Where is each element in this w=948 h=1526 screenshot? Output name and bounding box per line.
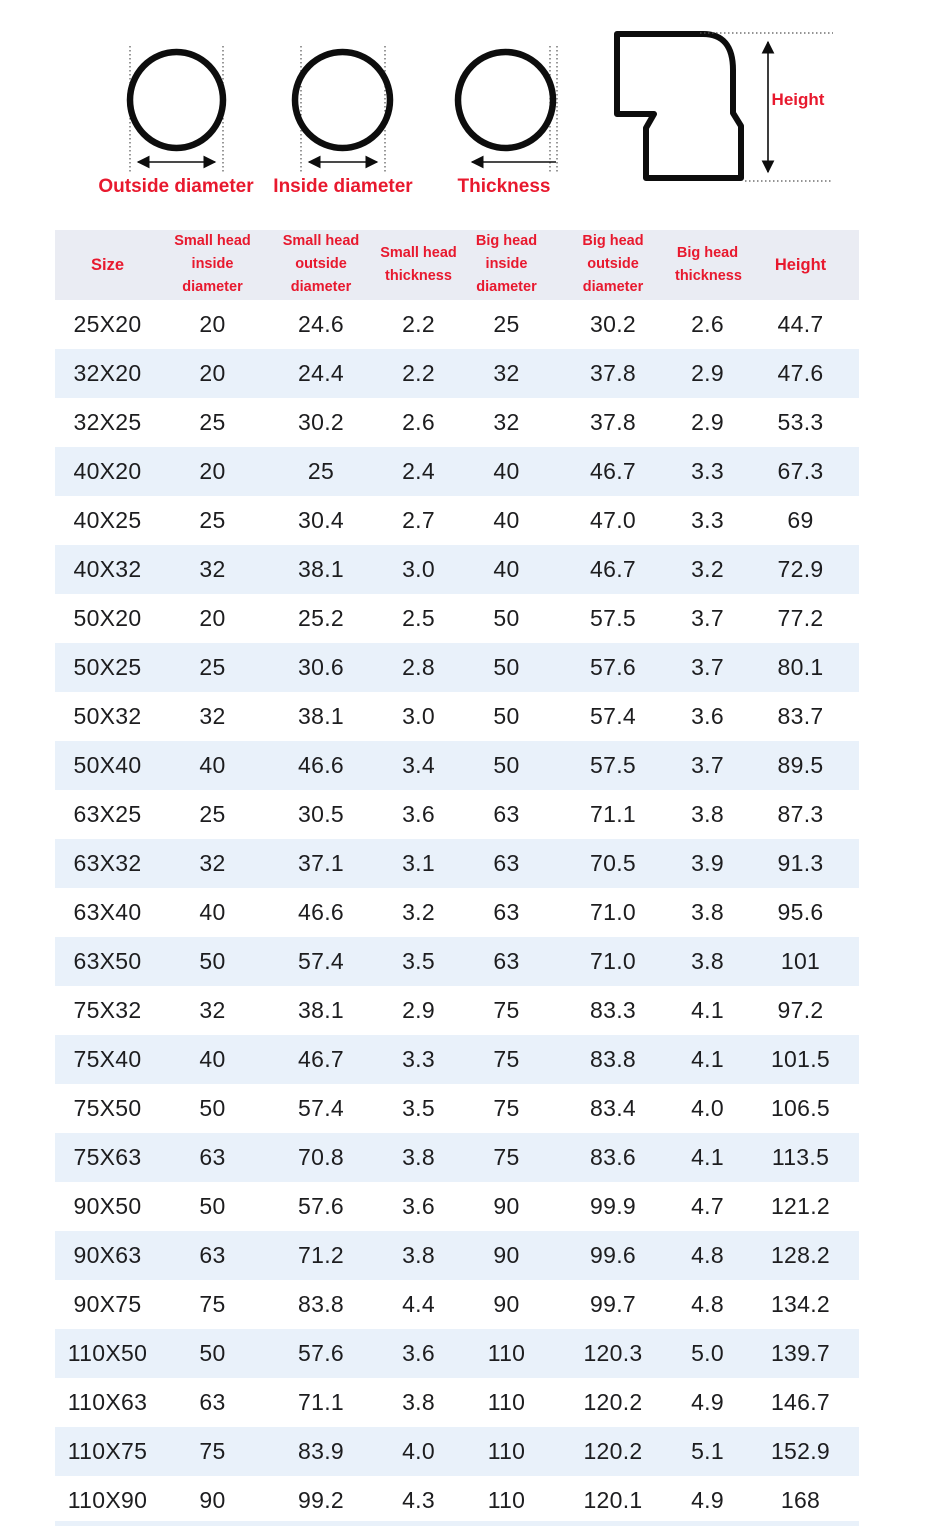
value-cell: 67.3 — [777, 457, 824, 484]
size-cell: 50X32 — [73, 702, 142, 729]
size-cell: 110X90 — [67, 1486, 148, 1513]
value-cell: 3.8 — [402, 1241, 435, 1268]
pipe-ring-icon — [458, 52, 553, 148]
size-cell: 75X63 — [73, 1143, 142, 1170]
value-cell: 110 — [487, 1339, 526, 1366]
value-cell: 57.5 — [590, 751, 636, 778]
value-cell: 83.8 — [298, 1290, 344, 1317]
value-cell: 99.9 — [590, 1192, 636, 1219]
value-cell: 50 — [199, 1339, 226, 1366]
table-row — [55, 692, 859, 741]
value-cell: 2.2 — [402, 359, 435, 386]
value-cell: 139.7 — [770, 1339, 831, 1366]
value-cell: 40 — [199, 751, 226, 778]
size-cell: 63X32 — [73, 849, 142, 876]
table-row — [55, 888, 859, 937]
value-cell: 4.9 — [691, 1486, 724, 1513]
elbow-height-figure — [617, 33, 833, 181]
table-row — [55, 937, 859, 986]
value-cell: 3.8 — [691, 800, 724, 827]
value-cell: 75 — [493, 1143, 520, 1170]
table-row — [55, 790, 859, 839]
value-cell: 3.4 — [402, 751, 435, 778]
value-cell: 57.4 — [298, 947, 344, 974]
value-cell: 47.0 — [590, 506, 636, 533]
header-row — [55, 230, 859, 300]
value-cell: 40 — [199, 1045, 226, 1072]
value-cell: 32 — [199, 555, 226, 582]
value-cell: 63 — [199, 1388, 226, 1415]
value-cell: 4.4 — [402, 1290, 435, 1317]
value-cell: 30.6 — [298, 653, 344, 680]
value-cell: 38.1 — [298, 996, 344, 1023]
table-row — [55, 496, 859, 545]
value-cell: 37.8 — [590, 408, 636, 435]
inside-diameter-figure — [273, 46, 413, 197]
value-cell: 3.0 — [402, 555, 435, 582]
value-cell: 4.3 — [402, 1486, 435, 1513]
value-cell: 57.6 — [590, 653, 636, 680]
value-cell: 25 — [199, 653, 226, 680]
value-cell: 110 — [487, 1437, 526, 1464]
value-cell: 57.4 — [590, 702, 636, 729]
value-cell: 25 — [199, 408, 226, 435]
value-cell: 101.5 — [770, 1045, 831, 1072]
outside-diameter-figure — [98, 46, 254, 197]
pipe-ring-icon — [130, 52, 223, 148]
value-cell: 20 — [199, 310, 226, 337]
value-cell: 95.6 — [777, 898, 824, 925]
value-cell: 30.2 — [590, 310, 636, 337]
table-row — [55, 1231, 859, 1280]
value-cell: 70.5 — [590, 849, 636, 876]
value-cell: 120.2 — [583, 1388, 643, 1415]
value-cell: 4.1 — [691, 1045, 724, 1072]
value-cell: 3.3 — [691, 506, 724, 533]
value-cell: 91.3 — [777, 849, 824, 876]
table-body — [55, 300, 859, 1525]
value-cell: 25 — [199, 800, 226, 827]
value-cell: 40 — [493, 506, 520, 533]
value-cell: 3.6 — [402, 1192, 435, 1219]
size-cell: 75X50 — [73, 1094, 142, 1121]
value-cell: 57.4 — [298, 1094, 344, 1121]
value-cell: 110 — [487, 1486, 526, 1513]
value-cell: 2.9 — [691, 359, 724, 386]
table-row — [55, 398, 859, 447]
table-row — [55, 643, 859, 692]
value-cell: 121.2 — [770, 1192, 831, 1219]
value-cell: 90 — [493, 1192, 520, 1219]
table-row — [55, 1378, 859, 1427]
table-row — [55, 1035, 859, 1084]
outside-diameter-label: Outside diameter — [98, 176, 254, 197]
elbow-outline-icon — [617, 34, 741, 178]
value-cell: 4.0 — [402, 1437, 435, 1464]
value-cell: 63 — [199, 1241, 226, 1268]
size-cell: 90X50 — [73, 1192, 142, 1219]
value-cell: 50 — [493, 653, 520, 680]
column-header-height: Height — [742, 230, 859, 300]
pipe-ring-icon — [295, 52, 390, 148]
value-cell: 70.8 — [298, 1143, 344, 1170]
value-cell: 63 — [493, 849, 520, 876]
size-cell: 25X20 — [73, 310, 142, 337]
value-cell: 99.6 — [590, 1241, 636, 1268]
column-header-big-head-thickness: Big head thickness — [673, 230, 742, 300]
value-cell: 2.8 — [402, 653, 435, 680]
value-cell: 4.8 — [691, 1290, 724, 1317]
value-cell: 50 — [493, 604, 520, 631]
size-cell: 50X20 — [73, 604, 142, 631]
size-cell: 50X40 — [73, 751, 142, 778]
table-row — [55, 594, 859, 643]
value-cell: 3.0 — [402, 702, 435, 729]
value-cell: 90 — [199, 1486, 226, 1513]
value-cell: 24.4 — [298, 359, 344, 386]
value-cell: 20 — [199, 457, 226, 484]
table-row — [55, 1182, 859, 1231]
value-cell: 75 — [199, 1437, 226, 1464]
table-row — [55, 447, 859, 496]
value-cell: 168 — [780, 1486, 821, 1513]
value-cell: 120.1 — [583, 1486, 643, 1513]
column-header-small-head-inside-diameter: Small head inside diameter — [160, 230, 265, 300]
size-cell: 40X32 — [73, 555, 142, 582]
value-cell: 83.8 — [590, 1045, 636, 1072]
value-cell: 69 — [787, 506, 814, 533]
value-cell: 152.9 — [770, 1437, 831, 1464]
value-cell: 57.6 — [298, 1192, 344, 1219]
value-cell: 4.7 — [691, 1192, 724, 1219]
value-cell: 120.2 — [583, 1437, 643, 1464]
value-cell: 2.6 — [691, 310, 724, 337]
value-cell: 63 — [493, 898, 520, 925]
value-cell: 3.7 — [691, 751, 724, 778]
value-cell: 25 — [307, 457, 335, 484]
table-row — [55, 1476, 859, 1525]
value-cell: 71.1 — [298, 1388, 344, 1415]
value-cell: 47.6 — [777, 359, 824, 386]
value-cell: 30.5 — [298, 800, 344, 827]
value-cell: 3.3 — [402, 1045, 435, 1072]
value-cell: 101 — [780, 947, 821, 974]
value-cell: 3.5 — [402, 1094, 435, 1121]
value-cell: 32 — [199, 849, 226, 876]
size-cell: 75X32 — [73, 996, 142, 1023]
value-cell: 3.1 — [402, 849, 435, 876]
value-cell: 2.7 — [402, 506, 435, 533]
value-cell: 63 — [493, 947, 520, 974]
value-cell: 4.8 — [691, 1241, 724, 1268]
thickness-label: Thickness — [457, 176, 551, 197]
value-cell: 53.3 — [777, 408, 824, 435]
value-cell: 75 — [493, 1045, 520, 1072]
value-cell: 37.8 — [590, 359, 636, 386]
value-cell: 113.5 — [771, 1143, 830, 1170]
value-cell: 71.2 — [298, 1241, 344, 1268]
value-cell: 25 — [493, 310, 520, 337]
value-cell: 38.1 — [298, 702, 344, 729]
value-cell: 3.3 — [691, 457, 724, 484]
value-cell: 32 — [493, 408, 520, 435]
size-cell: 40X20 — [73, 457, 142, 484]
value-cell: 3.8 — [402, 1143, 435, 1170]
size-cell: 90X63 — [73, 1241, 142, 1268]
size-cell: 110X50 — [67, 1339, 148, 1366]
value-cell: 2.5 — [402, 604, 435, 631]
value-cell: 2.9 — [691, 408, 724, 435]
value-cell: 3.7 — [691, 604, 724, 631]
value-cell: 99.7 — [590, 1290, 636, 1317]
value-cell: 38.1 — [298, 555, 344, 582]
value-cell: 5.1 — [691, 1437, 724, 1464]
value-cell: 50 — [199, 1192, 226, 1219]
column-header-size: Size — [55, 230, 160, 300]
value-cell: 25 — [199, 506, 226, 533]
table-row — [55, 1280, 859, 1329]
value-cell: 83.3 — [590, 996, 636, 1023]
value-cell: 120.3 — [583, 1339, 643, 1366]
size-cell: 110X75 — [67, 1437, 148, 1464]
column-header-small-head-outside-diameter: Small head outside diameter — [265, 230, 377, 300]
value-cell: 83.9 — [298, 1437, 344, 1464]
value-cell: 90 — [493, 1290, 520, 1317]
value-cell: 5.0 — [691, 1339, 724, 1366]
column-header-big-head-outside-diameter: Big head outside diameter — [553, 230, 673, 300]
value-cell: 75 — [199, 1290, 226, 1317]
size-cell: 32X25 — [73, 408, 142, 435]
value-cell: 3.2 — [402, 898, 435, 925]
value-cell: 75 — [493, 1094, 520, 1121]
size-cell: 90X75 — [73, 1290, 142, 1317]
value-cell: 46.7 — [590, 457, 636, 484]
column-header-big-head-inside-diameter: Big head inside diameter — [460, 230, 553, 300]
value-cell: 46.6 — [298, 751, 344, 778]
value-cell: 3.8 — [691, 947, 724, 974]
dimension-diagram — [0, 0, 948, 218]
value-cell: 4.1 — [691, 996, 724, 1023]
height-label: Height — [771, 90, 825, 109]
value-cell: 3.6 — [402, 1339, 435, 1366]
value-cell: 30.4 — [298, 506, 344, 533]
value-cell: 146.7 — [770, 1388, 831, 1415]
value-cell: 83.4 — [590, 1094, 636, 1121]
size-cell: 63X50 — [73, 947, 142, 974]
value-cell: 20 — [199, 604, 226, 631]
value-cell: 3.2 — [691, 555, 724, 582]
value-cell: 3.7 — [691, 653, 724, 680]
size-cell: 40X25 — [73, 506, 142, 533]
value-cell: 71.1 — [590, 800, 636, 827]
value-cell: 30.2 — [298, 408, 344, 435]
value-cell: 72.9 — [777, 555, 824, 582]
table-row — [55, 741, 859, 790]
value-cell: 40 — [199, 898, 226, 925]
value-cell: 32 — [493, 359, 520, 386]
value-cell: 87.3 — [777, 800, 824, 827]
value-cell: 106.5 — [770, 1094, 831, 1121]
value-cell: 24.6 — [298, 310, 344, 337]
value-cell: 110 — [487, 1388, 526, 1415]
value-cell: 46.6 — [298, 898, 344, 925]
inside-diameter-label: Inside diameter — [273, 176, 413, 197]
value-cell: 2.2 — [402, 310, 435, 337]
value-cell: 83.7 — [777, 702, 824, 729]
value-cell: 97.2 — [777, 996, 824, 1023]
value-cell: 89.5 — [777, 751, 824, 778]
value-cell: 32 — [199, 996, 226, 1023]
table-row — [55, 349, 859, 398]
value-cell: 2.4 — [402, 457, 435, 484]
spec-table — [55, 230, 859, 1525]
column-header-small-head-thickness: Small head thickness — [377, 230, 460, 300]
value-cell: 40 — [493, 457, 520, 484]
value-cell: 128.2 — [770, 1241, 831, 1268]
value-cell: 44.7 — [777, 310, 824, 337]
value-cell: 134.2 — [770, 1290, 831, 1317]
value-cell: 4.9 — [691, 1388, 724, 1415]
table-row — [55, 1329, 859, 1378]
value-cell: 20 — [199, 359, 226, 386]
table-row — [55, 1133, 859, 1182]
spec-table-container — [55, 230, 859, 1525]
value-cell: 37.1 — [298, 849, 344, 876]
value-cell: 63 — [199, 1143, 226, 1170]
value-cell: 71.0 — [590, 947, 636, 974]
thickness-figure — [458, 46, 557, 197]
value-cell: 50 — [493, 751, 520, 778]
value-cell: 25.2 — [298, 604, 344, 631]
value-cell: 32 — [199, 702, 226, 729]
value-cell: 2.6 — [402, 408, 435, 435]
value-cell: 46.7 — [298, 1045, 344, 1072]
table-row — [55, 1427, 859, 1476]
value-cell: 50 — [493, 702, 520, 729]
table-row — [55, 1084, 859, 1133]
value-cell: 71.0 — [590, 898, 636, 925]
size-cell: 63X40 — [73, 898, 142, 925]
value-cell: 3.8 — [691, 898, 724, 925]
value-cell: 40 — [493, 555, 520, 582]
value-cell: 75 — [493, 996, 520, 1023]
value-cell: 3.5 — [402, 947, 435, 974]
value-cell: 80.1 — [777, 653, 824, 680]
size-cell: 75X40 — [73, 1045, 142, 1072]
value-cell: 57.5 — [590, 604, 636, 631]
value-cell: 50 — [199, 1094, 226, 1121]
value-cell: 2.9 — [402, 996, 435, 1023]
table-header — [55, 230, 859, 300]
value-cell: 83.6 — [590, 1143, 636, 1170]
value-cell: 3.8 — [402, 1388, 435, 1415]
value-cell: 4.1 — [691, 1143, 724, 1170]
value-cell: 3.6 — [691, 702, 724, 729]
value-cell: 46.7 — [590, 555, 636, 582]
table-row — [55, 986, 859, 1035]
value-cell: 63 — [493, 800, 520, 827]
value-cell: 57.6 — [298, 1339, 344, 1366]
value-cell: 90 — [493, 1241, 520, 1268]
value-cell: 50 — [199, 947, 226, 974]
value-cell: 77.2 — [777, 604, 824, 631]
size-cell: 32X20 — [73, 359, 142, 386]
size-cell: 50X25 — [73, 653, 142, 680]
size-cell: 110X63 — [67, 1388, 148, 1415]
value-cell: 3.9 — [691, 849, 724, 876]
partial-row-strip — [55, 1521, 859, 1526]
value-cell: 99.2 — [298, 1486, 344, 1513]
table-row — [55, 545, 859, 594]
table-row — [55, 839, 859, 888]
table-row — [55, 300, 859, 349]
size-cell: 63X25 — [73, 800, 142, 827]
value-cell: 4.0 — [691, 1094, 724, 1121]
value-cell: 3.6 — [402, 800, 435, 827]
